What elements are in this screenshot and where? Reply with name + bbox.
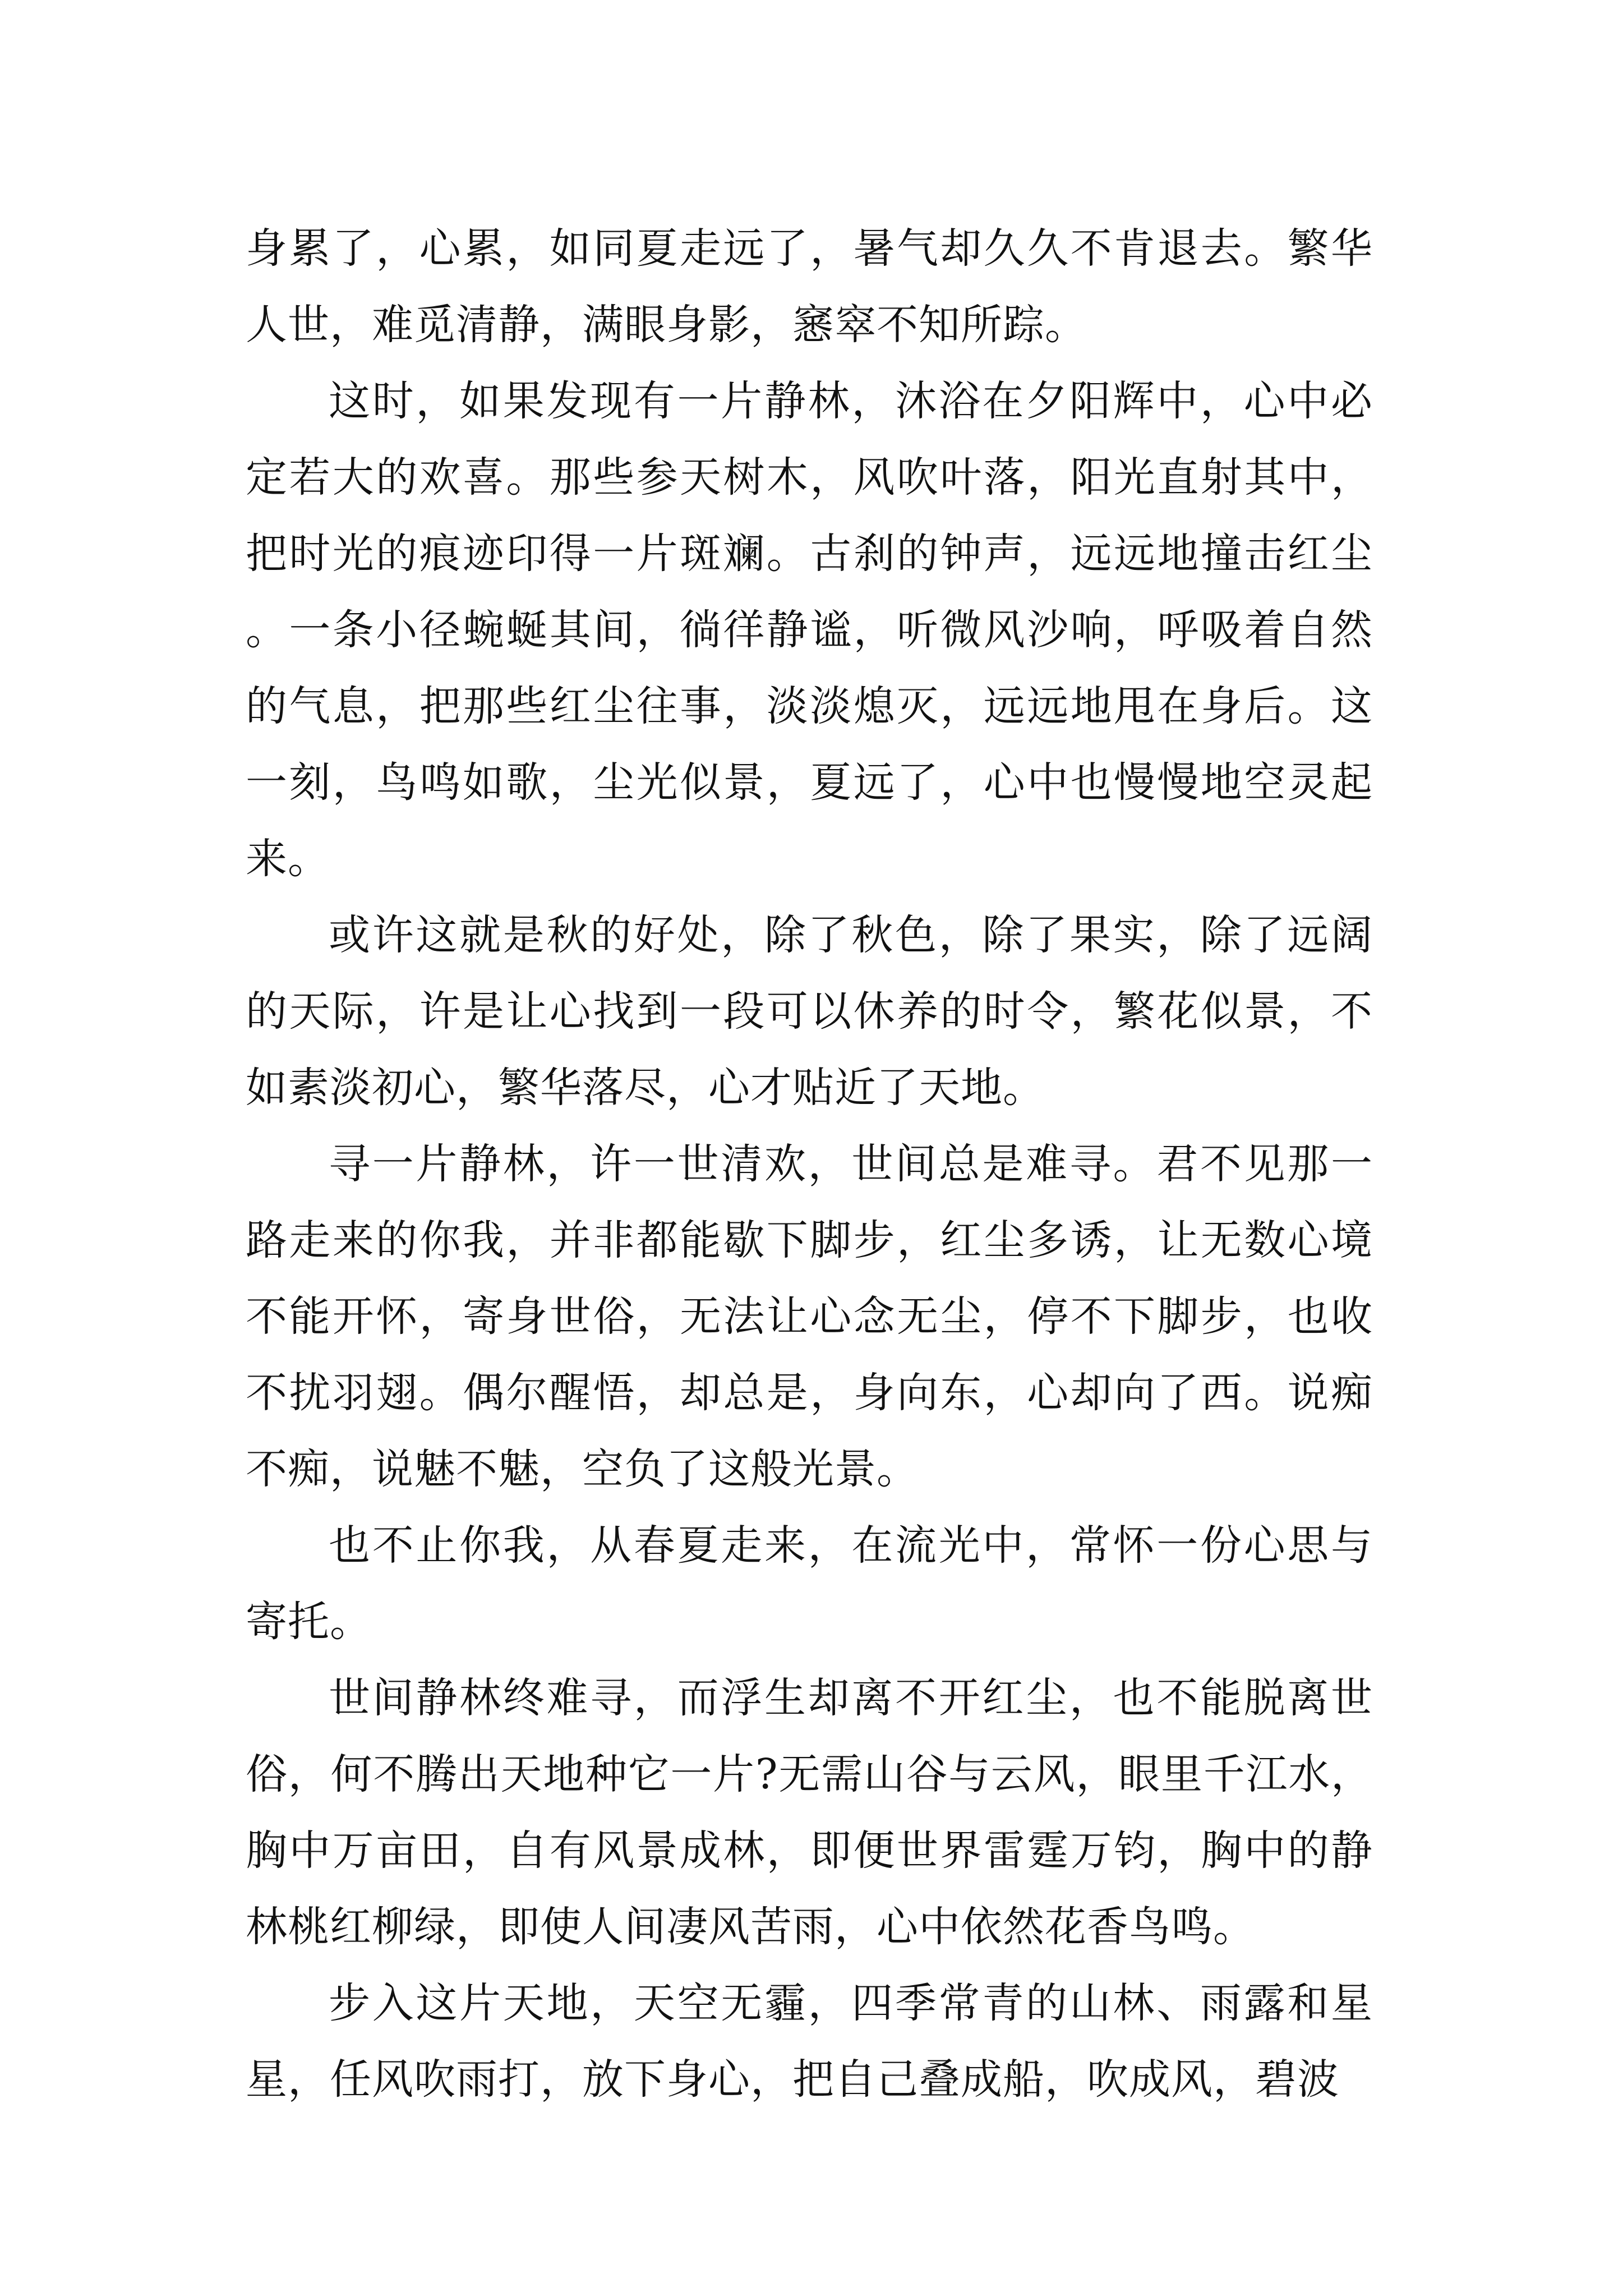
paragraph-6: 世间静林终难寻，而浮生却离不开红尘，也不能脱离世俗，何不腾出天地种它一片?无需山谷与云风，眼里千江水，胸中万亩田，自有风景成林，即便世界雷霆万钧，胸中的静林桃红柳绿，即使人间凄风苦雨，心中依然花香鸟鸣。 [246, 1674, 1373, 1951]
paragraph-2: 这时，如果发现有一片静林，沐浴在夕阳辉中，心中必定若大的欢喜。那些参天树木，风吹叶落，阳光直射其中，把时光的痕迹印得一片斑斓。古刹的钟声，远远地撞击红尘。一条小径蜿蜒其间，徜徉静谧，听微风沙响，呼吸着自然的气息，把那些红尘往事，淡淡熄灭，远远地甩在身后。这一刻，鸟鸣如歌，尘光似景，夏远了，心中也慢慢地空灵起来。 [246, 377, 1373, 883]
paragraph-4: 寻一片静林，许一世清欢，世间总是难寻。君不见那一路走来的你我，并非都能歇下脚步，红尘多诱，让无数心境不能开怀，寄身世俗，无法让心念无尘，停不下脚步，也收不扰羽翅。偶尔醒悟，却总是，身向东，心却向了西。说痴不痴，说魅不魅，空负了这般光景。 [246, 1140, 1373, 1493]
paragraph-3: 或许这就是秋的好处，除了秋色，除了果实，除了远阔的天际，许是让心找到一段可以休养的时令，繁花似景，不如素淡初心，繁华落尽，心才贴近了天地。 [246, 911, 1373, 1112]
paragraph-7: 步入这片天地，天空无霾，四季常青的山林、雨露和星星，任风吹雨打，放下身心，把自己叠成船，吹成风，碧波 [246, 1979, 1373, 2104]
paragraph-5: 也不止你我，从春夏走来，在流光中，常怀一份心思与寄托。 [246, 1521, 1373, 1646]
body-text [246, 210, 1373, 2118]
paragraph-1: 身累了，心累，如同夏走远了，暑气却久久不肯退去。繁华人世，难觅清静，满眼身影，窸窣不知所踪。 [246, 224, 1373, 349]
